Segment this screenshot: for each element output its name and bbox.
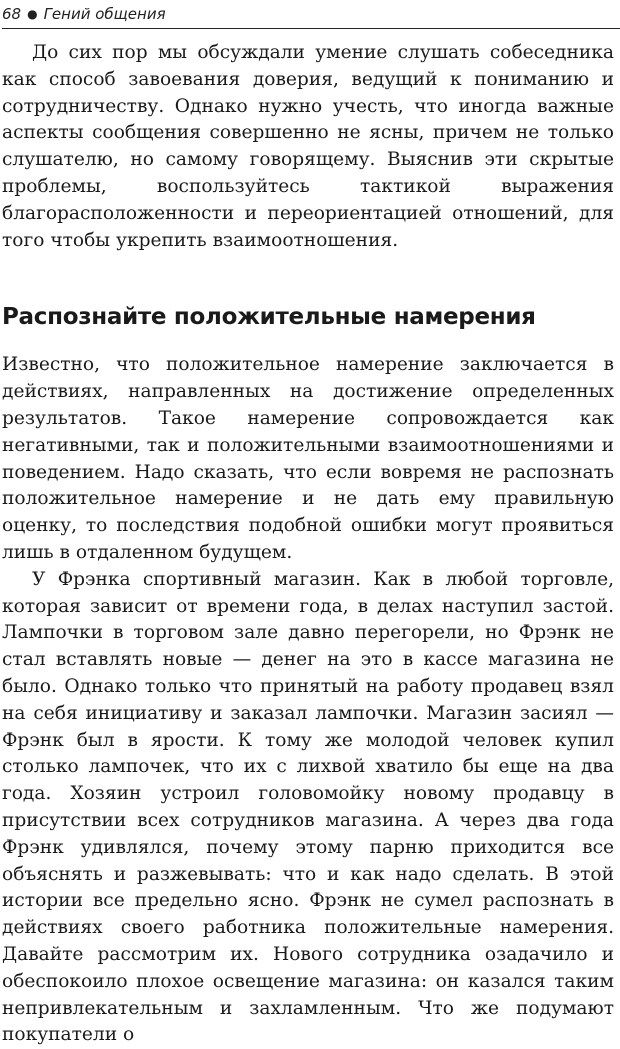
section-heading: Распознайте положительные намерения bbox=[2, 304, 536, 331]
paragraph-definition: Известно, что положительное намерение заключается в действиях, направленных на достижение определенных результатов. Такое намерение сопровождается как негативными, так и положительными взаимоотношениями и поведением. Надо сказать, что если вовремя не распознать положительное намерение и не дать ему правильную оценку, то последствия подобной ошибки могут проявиться лишь в отдаленном будущем. bbox=[2, 354, 614, 563]
header-separator: ● bbox=[27, 7, 38, 21]
paragraph-frank-story: У Фрэнка спортивный магазин. Как в любой торговле, которая зависит от времени года, в делах наступил застой. Лампочки в торговом зале давно перегорели, но Фрэнк не стал вставлять новые — денег на это в кассе магазина не было. Однако только что принятый на работу продавец взял на себя инициативу и заказал лампочки. Магазин засиял — Фрэнк был в ярости. К тому же молодой человек купил столько лампочек, что их с лихвой хватило бы еще на два года. Хозяин устроил головомойку новому продавцу в присутствии всех сотрудников магазина. А через два года Фрэнк удивлялся, почему этому парню приходится все объяснять и разжевывать: что и как надо сделать. В этой истории все предельно ясно. Фрэнк не сумел распознать в действиях своего работника положительные намерения. Давайте рассмотрим их. Нового сотрудника озадачило и обеспокоило плохое освещение магазина: он казался таким непривлекательным и захламленным. Что же подумают покупатели о bbox=[2, 568, 614, 1046]
page-body bbox=[2, 40, 614, 1049]
book-title: Гений общения bbox=[43, 5, 166, 23]
paragraph-intro: До сих пор мы обсуждали умение слушать собеседника как способ завоевания доверия, ведущий к пониманию и сотрудничеству. Однако нужно учесть, что иногда важные аспекты сообщения совершенно не ясны, причем не только слушателю, но самому говорящему. Выяснив эти скрытые проблемы, воспользуйтесь тактикой выражения благорасположенности и переориентацией отношений, для того чтобы укрепить взаимоотношения. bbox=[2, 42, 614, 251]
page-number: 68 bbox=[2, 5, 22, 23]
running-header bbox=[2, 0, 620, 29]
